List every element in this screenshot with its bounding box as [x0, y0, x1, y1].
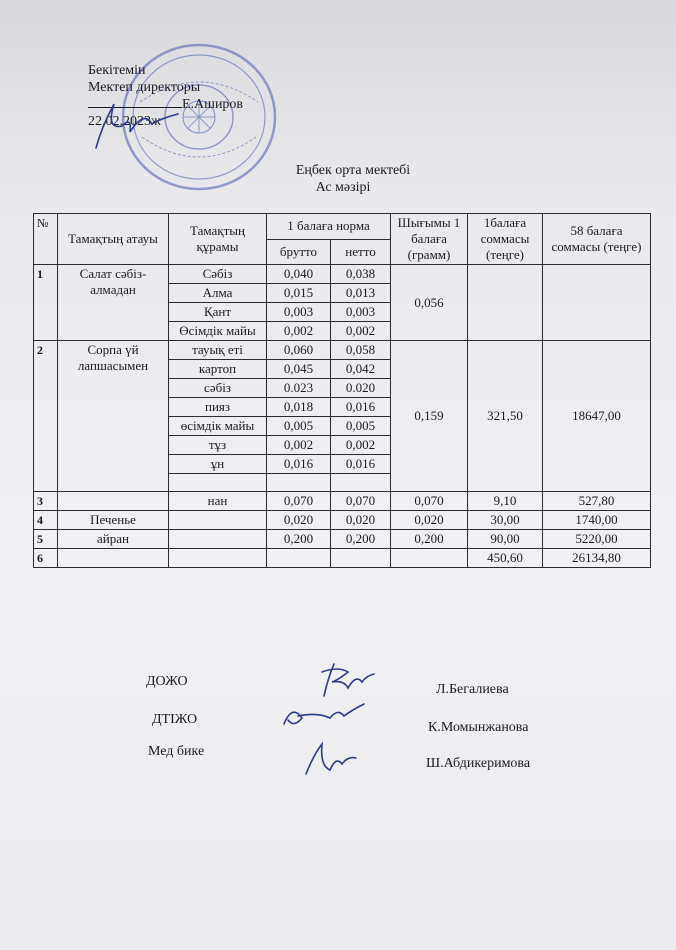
brutto-value: 0,040: [267, 265, 331, 284]
row-num: 3: [34, 492, 58, 511]
signature-name: Л.Бегалиева: [436, 682, 509, 697]
ingredient: [169, 511, 267, 530]
ingredient: сәбіз: [169, 379, 267, 398]
dish-name: Салат сәбіз-алмадан: [58, 265, 169, 341]
output-value: 0,056: [391, 265, 468, 341]
header-sum1: 1балаға соммасы (теңге): [468, 214, 543, 265]
row-num: 6: [34, 549, 58, 568]
signatures-block: [0, 668, 676, 788]
row-num: 4: [34, 511, 58, 530]
brutto-value: 0,045: [267, 360, 331, 379]
header-num: №: [34, 214, 58, 265]
header-netto: нетто: [331, 239, 391, 265]
signature-mark: [278, 698, 368, 734]
document-title: [0, 162, 676, 196]
signature-role: ДТІЖО: [152, 712, 198, 727]
signature-mark: [300, 740, 360, 780]
menu-table: [33, 213, 651, 568]
sum58-value: 527,80: [543, 492, 651, 511]
brutto-value: 0,016: [267, 455, 331, 474]
sum58-value: 18647,00: [543, 341, 651, 492]
brutto-value: 0,002: [267, 322, 331, 341]
header-sum58: 58 балаға соммасы (теңге): [543, 214, 651, 265]
netto-value: 0,005: [331, 417, 391, 436]
netto-value: 0,020: [331, 511, 391, 530]
header-norm: 1 балаға норма: [267, 214, 391, 240]
brutto-value: 0,020: [267, 511, 331, 530]
signature-name: Ш.Абдикеримова: [426, 756, 531, 771]
sum1-value: 321,50: [468, 341, 543, 492]
row-num: 5: [34, 530, 58, 549]
netto-value: 0.020: [331, 379, 391, 398]
sum58-value: 1740,00: [543, 511, 651, 530]
dish-name: Сорпа үй лапшасымен: [58, 341, 169, 492]
brutto-value: 0,200: [267, 530, 331, 549]
header-row: [34, 214, 651, 240]
sum1-value: [468, 265, 543, 341]
brutto-value: 0,070: [267, 492, 331, 511]
dish-name: Печенье: [58, 511, 169, 530]
approval-date: 22.02.2023ж: [88, 114, 161, 129]
netto-value: 0,016: [331, 398, 391, 417]
dish-name: [58, 492, 169, 511]
total-sum1: 450,60: [468, 549, 543, 568]
netto-value: 0,070: [331, 492, 391, 511]
ingredient: Қант: [169, 303, 267, 322]
signature-role: Мед бике: [148, 744, 205, 759]
approval-label: Бекітемін: [88, 63, 146, 78]
ingredient: [169, 530, 267, 549]
ingredient: нан: [169, 492, 267, 511]
school-name: Еңбек орта мектебі: [295, 163, 411, 178]
table-row: [34, 265, 651, 284]
signature-mark: [318, 660, 376, 700]
sum1-value: 9,10: [468, 492, 543, 511]
row-num: 2: [34, 341, 58, 492]
total-sum58: 26134,80: [543, 549, 651, 568]
ingredient: Сәбіз: [169, 265, 267, 284]
ingredient: картоп: [169, 360, 267, 379]
output-value: 0,020: [391, 511, 468, 530]
netto-value: 0,058: [331, 341, 391, 360]
brutto-value: 0,018: [267, 398, 331, 417]
brutto-value: 0,015: [267, 284, 331, 303]
ingredient: тауық еті: [169, 341, 267, 360]
menu-title: Ас мәзірі: [315, 180, 371, 195]
output-value: 0,070: [391, 492, 468, 511]
header-brutto: брутто: [267, 239, 331, 265]
netto-value: 0,002: [331, 436, 391, 455]
header-output: Шығымы 1 балаға (грамм): [391, 214, 468, 265]
brutto-value: 0.023: [267, 379, 331, 398]
ingredient: пияз: [169, 398, 267, 417]
table-row: [34, 492, 651, 511]
dish-name: айран: [58, 530, 169, 549]
netto-value: 0,200: [331, 530, 391, 549]
header-dish: Тамақтың атауы: [58, 214, 169, 265]
header-composition: Тамақтың құрамы: [169, 214, 267, 265]
netto-value: 0,002: [331, 322, 391, 341]
signature-name: К.Момынжанова: [428, 720, 529, 735]
netto-value: 0,016: [331, 455, 391, 474]
director-title: Мектеп директоры: [88, 80, 201, 95]
director-name: Е.Аширов: [182, 97, 244, 112]
director-signature: [92, 96, 182, 152]
netto-value: 0,003: [331, 303, 391, 322]
output-value: 0,159: [391, 341, 468, 492]
ingredient: өсімдік майы: [169, 417, 267, 436]
ingredient: Өсімдік майы: [169, 322, 267, 341]
brutto-value: 0,060: [267, 341, 331, 360]
table-row: [34, 511, 651, 530]
row-num: 1: [34, 265, 58, 341]
ingredient: ұн: [169, 455, 267, 474]
netto-value: 0,042: [331, 360, 391, 379]
brutto-value: 0,005: [267, 417, 331, 436]
brutto-value: 0,003: [267, 303, 331, 322]
output-value: 0,200: [391, 530, 468, 549]
ingredient: Алма: [169, 284, 267, 303]
brutto-value: 0,002: [267, 436, 331, 455]
sum1-value: 90,00: [468, 530, 543, 549]
ingredient: тұз: [169, 436, 267, 455]
signature-role: ДОЖО: [146, 674, 188, 689]
table-row: [34, 341, 651, 360]
sum1-value: 30,00: [468, 511, 543, 530]
netto-value: 0,038: [331, 265, 391, 284]
sum58-value: 5220,00: [543, 530, 651, 549]
netto-value: 0,013: [331, 284, 391, 303]
table-row: [34, 530, 651, 549]
total-row: [34, 549, 651, 568]
sum58-value: [543, 265, 651, 341]
